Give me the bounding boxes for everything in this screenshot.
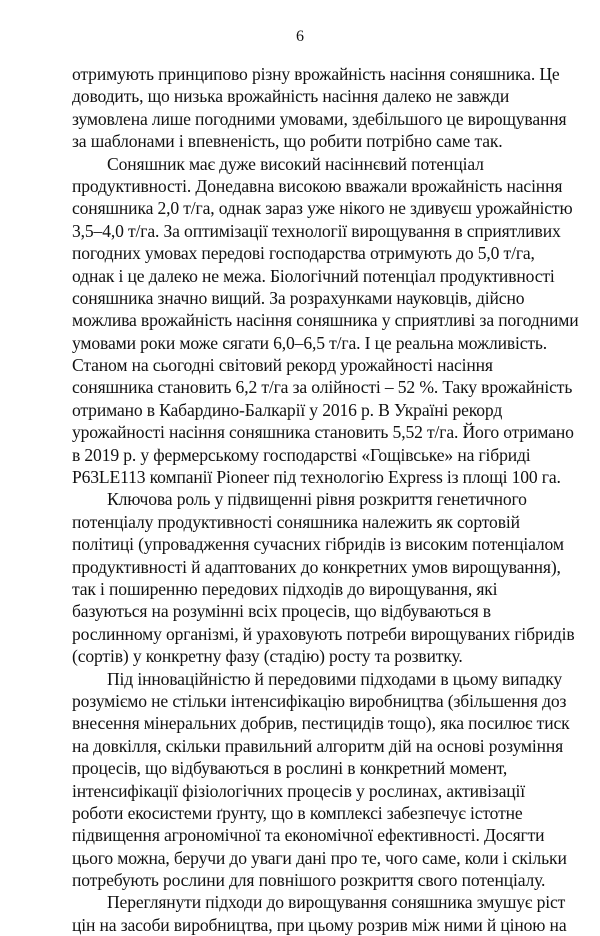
text-line: погодних умовах передові господарства отримують до 5,0 т/га,: [72, 243, 535, 264]
text-line: цього можна, беручи до уваги дані про те, чого саме, коли і скільки: [72, 847, 567, 868]
text-line: в 2019 р. у фермерському господарстві «Гощівське» на гібриді: [72, 444, 531, 465]
text-line: урожайності насіння соняшника становить 5,52 т/га. Його отримано: [72, 422, 574, 443]
text-line: соняшника 2,0 т/га, однак зараз уже нікого не здивуєш урожайністю: [72, 198, 573, 219]
paragraph-3: [72, 488, 575, 667]
text-line: цін на засоби виробництва, при цьому розрив між ними й ціною на: [72, 914, 567, 935]
text-line: підвищення агрономічної та економічної ефективності. Досягти: [72, 825, 545, 846]
text-line: потенціалу продуктивності соняшника належить як сортовій: [72, 511, 520, 532]
text-line: 3,5–4,0 т/га. За оптимізації технології вирощування в сприятливих: [72, 220, 561, 241]
document-body: [72, 63, 579, 936]
text-line: соняшника становить 6,2 т/га за олійності – 52 %. Таку врожайність: [72, 377, 573, 398]
paragraph-5: [72, 891, 567, 936]
page-number: 6: [296, 28, 304, 45]
text-line: (сортів) у конкретну фазу (стадію) росту та розвитку.: [72, 646, 463, 667]
text-line: продуктивності. Донедавна високою вважали врожайність насіння: [72, 175, 563, 196]
text-line: однак і це далеко не межа. Біологічний потенціал продуктивності: [72, 265, 555, 286]
text-line: Під інноваційністю й передовими підходами в цьому випадку: [107, 668, 562, 689]
text-line: Ключова роль у підвищенні рівня розкриття генетичного: [107, 489, 527, 510]
text-line: Соняшник має дуже високий насіннєвий потенціал: [107, 153, 484, 174]
text-line: внесення мінеральних добрив, пестицидів тощо), яка посилює тиск: [72, 713, 570, 734]
text-line: розуміємо не стільки інтенсифікацію виробництва (збільшення доз: [72, 690, 567, 711]
text-line: Переглянути підходи до вирощування соняшника змушує ріст: [107, 892, 566, 913]
text-line: рослинному організмі, й ураховують потреби вирощуваних гібридів: [72, 623, 575, 644]
text-line: умовами роки може сягати 6,0–6,5 т/га. І це реальна можливість.: [72, 332, 548, 353]
text-line: можлива врожайність насіння соняшника у сприятливі за погодними: [72, 310, 579, 331]
text-line: доводить, що низька врожайність насіння далеко не завжди: [72, 86, 510, 107]
text-line: P63LE113 компанії Pioneer під технологію Express із площі 100 га.: [72, 467, 561, 488]
text-line: роботи екосистеми ґрунту, що в комплексі забезпечує істотне: [72, 802, 523, 823]
text-line: так і поширенню передових підходів до вирощування, які: [72, 578, 498, 599]
text-line: соняшника значно вищий. За розрахунками науковців, дійсно: [72, 287, 525, 308]
text-line: Станом на сьогодні світовий рекорд урожайності насіння: [72, 355, 493, 376]
text-line: інтенсифікації фізіологічних процесів у рослинах, активізації: [72, 780, 526, 801]
text-line: політиці (упровадження сучасних гібридів із високим потенціалом: [72, 534, 564, 555]
text-line: отримують принципово різну врожайність насіння соняшника. Це: [72, 64, 560, 84]
paragraph-1: [72, 63, 567, 153]
text-line: зумовлена лише погодними умовами, здебільшого це вирощування: [72, 108, 567, 129]
text-line: потребують рослини для повнішого розкриття свого потенціалу.: [72, 870, 546, 891]
text-line: на довкілля, скільки правильний алгоритм дій на основі розуміння: [72, 735, 564, 756]
paragraph-2: [72, 153, 579, 489]
text-line: за шаблонами і впевненість, що робити потрібно саме так.: [72, 131, 503, 152]
paragraph-4: [72, 668, 570, 892]
text-line: отримано в Кабардино-Балкарії у 2016 р. В Україні рекорд: [72, 399, 503, 420]
text-line: продуктивності й адаптованих до конкретних умов вирощування),: [72, 556, 561, 577]
text-line: базуються на розумінні всіх процесів, що відбуваються в: [72, 601, 491, 622]
text-line: процесів, що відбуваються в рослині в конкретний момент,: [72, 758, 508, 779]
